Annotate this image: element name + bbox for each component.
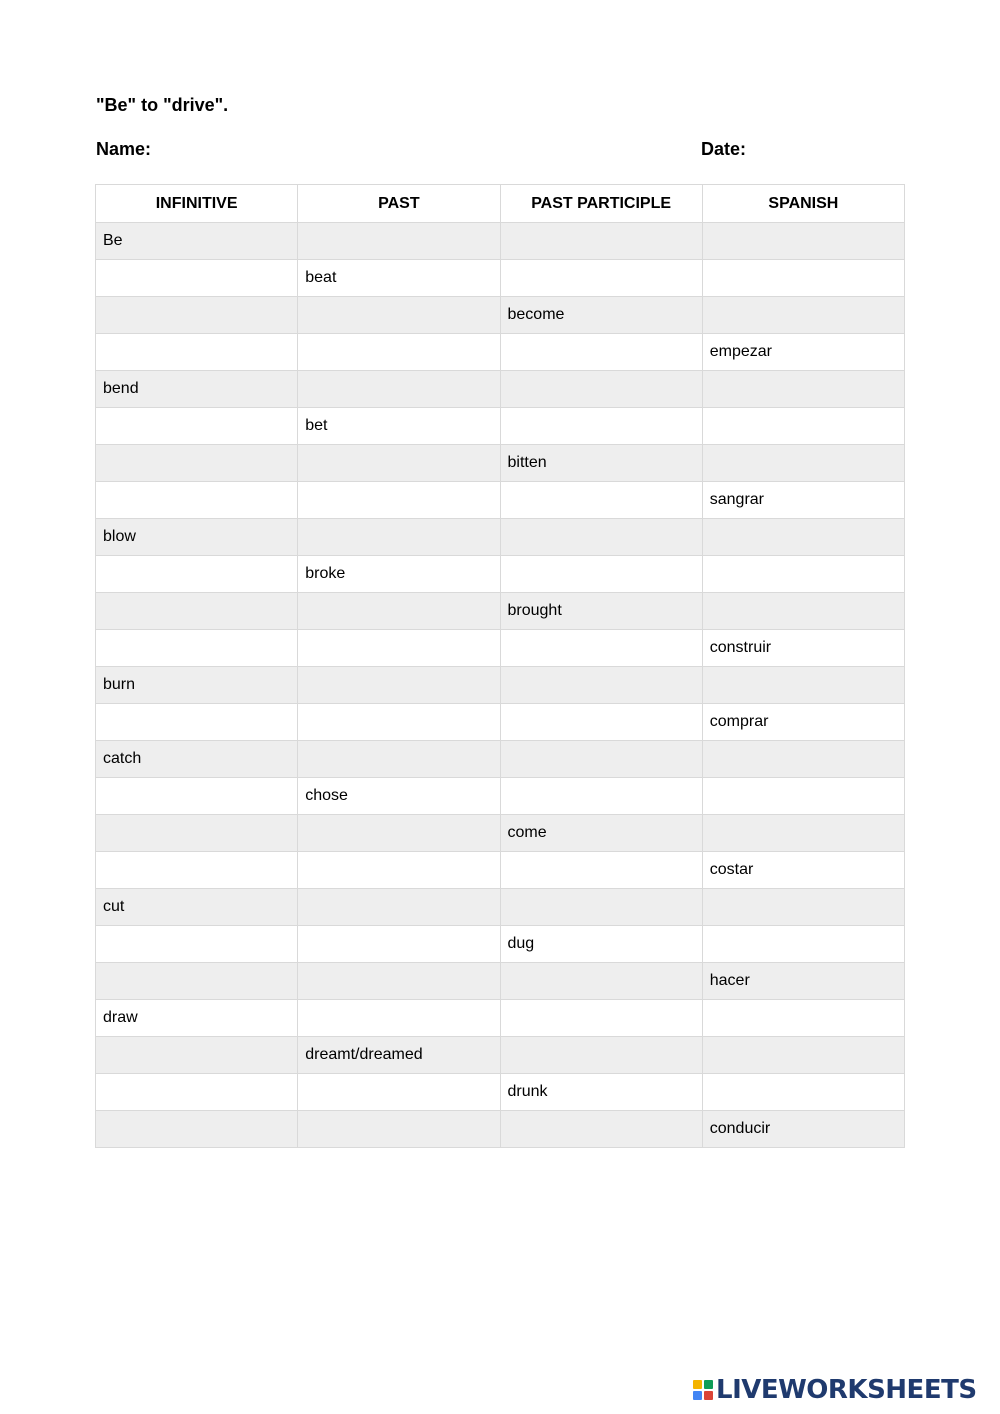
cell-past-participle[interactable] [500,334,702,371]
logo-square [704,1380,713,1389]
cell-infinitive[interactable] [96,1111,298,1148]
cell-spanish: conducir [702,1111,904,1148]
column-header-past-participle: PAST PARTICIPLE [500,185,702,223]
cell-spanish: comprar [702,704,904,741]
table-header-row [96,185,905,223]
cell-spanish[interactable] [702,1037,904,1074]
verb-table [95,184,905,1148]
cell-infinitive[interactable] [96,482,298,519]
cell-past-participle: become [500,297,702,334]
cell-spanish[interactable] [702,519,904,556]
cell-past[interactable] [298,889,500,926]
cell-past[interactable] [298,1074,500,1111]
cell-spanish[interactable] [702,408,904,445]
cell-past[interactable] [298,297,500,334]
cell-infinitive[interactable] [96,1074,298,1111]
cell-past-participle: dug [500,926,702,963]
cell-infinitive[interactable] [96,593,298,630]
cell-spanish[interactable] [702,223,904,260]
cell-past[interactable] [298,519,500,556]
cell-past[interactable] [298,815,500,852]
logo-square [704,1391,713,1400]
cell-spanish: empezar [702,334,904,371]
cell-infinitive[interactable] [96,408,298,445]
table-row [96,963,905,1000]
cell-past-participle[interactable] [500,778,702,815]
column-header-infinitive: INFINITIVE [96,185,298,223]
cell-infinitive: draw [96,1000,298,1037]
cell-past-participle[interactable] [500,371,702,408]
cell-spanish[interactable] [702,556,904,593]
cell-past-participle[interactable] [500,482,702,519]
cell-spanish[interactable] [702,1000,904,1037]
cell-infinitive[interactable] [96,260,298,297]
cell-past-participle[interactable] [500,630,702,667]
cell-past[interactable] [298,741,500,778]
cell-past[interactable] [298,334,500,371]
cell-spanish[interactable] [702,815,904,852]
cell-spanish[interactable] [702,445,904,482]
table-row [96,926,905,963]
table-row [96,741,905,778]
cell-past-participle[interactable] [500,963,702,1000]
cell-infinitive[interactable] [96,704,298,741]
cell-past[interactable] [298,593,500,630]
cell-past: dreamt/dreamed [298,1037,500,1074]
cell-spanish[interactable] [702,667,904,704]
cell-past-participle[interactable] [500,667,702,704]
column-header-past: PAST [298,185,500,223]
cell-past[interactable] [298,667,500,704]
liveworksheets-logo [693,1376,977,1404]
table-row [96,482,905,519]
cell-past-participle[interactable] [500,1000,702,1037]
cell-past: beat [298,260,500,297]
cell-past[interactable] [298,445,500,482]
name-label: Name: [96,139,152,159]
cell-past-participle[interactable] [500,1111,702,1148]
cell-past-participle[interactable] [500,1037,702,1074]
logo-text: LIVEWORKSHEETS [716,1375,977,1405]
cell-past-participle: drunk [500,1074,702,1111]
cell-infinitive[interactable] [96,445,298,482]
table-row [96,297,905,334]
cell-past[interactable] [298,852,500,889]
table-row [96,593,905,630]
table-row [96,260,905,297]
table-row [96,1074,905,1111]
cell-past: bet [298,408,500,445]
cell-past[interactable] [298,223,500,260]
cell-infinitive[interactable] [96,630,298,667]
cell-past-participle[interactable] [500,519,702,556]
verb-table-body [96,223,905,1148]
cell-infinitive[interactable] [96,963,298,1000]
cell-infinitive[interactable] [96,556,298,593]
cell-past: broke [298,556,500,593]
table-row [96,778,905,815]
cell-past-participle[interactable] [500,223,702,260]
cell-past-participle[interactable] [500,852,702,889]
table-row [96,445,905,482]
cell-past-participle[interactable] [500,556,702,593]
cell-past-participle[interactable] [500,704,702,741]
table-row [96,1000,905,1037]
cell-past[interactable] [298,371,500,408]
cell-infinitive: burn [96,667,298,704]
cell-past[interactable] [298,963,500,1000]
cell-spanish[interactable] [702,1074,904,1111]
cell-spanish: construir [702,630,904,667]
cell-past[interactable] [298,482,500,519]
table-row [96,371,905,408]
cell-spanish[interactable] [702,778,904,815]
cell-past[interactable] [298,926,500,963]
cell-infinitive[interactable] [96,852,298,889]
table-row [96,815,905,852]
cell-spanish[interactable] [702,371,904,408]
cell-past-participle[interactable] [500,260,702,297]
cell-past: chose [298,778,500,815]
cell-infinitive: cut [96,889,298,926]
table-row [96,704,905,741]
cell-past[interactable] [298,1111,500,1148]
table-row [96,408,905,445]
cell-past-participle[interactable] [500,889,702,926]
cell-past[interactable] [298,704,500,741]
cell-past[interactable] [298,1000,500,1037]
cell-infinitive[interactable] [96,926,298,963]
worksheet-title: "Be" to "drive". [96,95,229,115]
table-row [96,1037,905,1074]
cell-past-participle: bitten [500,445,702,482]
cell-infinitive: catch [96,741,298,778]
cell-past[interactable] [298,630,500,667]
table-row [96,556,905,593]
cell-infinitive[interactable] [96,334,298,371]
cell-infinitive[interactable] [96,815,298,852]
table-row [96,667,905,704]
cell-spanish[interactable] [702,297,904,334]
column-header-spanish: SPANISH [702,185,904,223]
cell-spanish[interactable] [702,889,904,926]
table-row [96,334,905,371]
cell-infinitive[interactable] [96,778,298,815]
cell-infinitive[interactable] [96,297,298,334]
cell-spanish[interactable] [702,260,904,297]
date-label: Date: [701,139,747,159]
table-row [96,630,905,667]
cell-infinitive: Be [96,223,298,260]
logo-mark-icon [693,1380,713,1400]
table-row [96,1111,905,1148]
table-row [96,852,905,889]
cell-spanish[interactable] [702,926,904,963]
cell-infinitive[interactable] [96,1037,298,1074]
logo-square [693,1391,702,1400]
cell-spanish: hacer [702,963,904,1000]
table-row [96,889,905,926]
logo-square [693,1380,702,1389]
cell-past-participle: come [500,815,702,852]
cell-spanish: costar [702,852,904,889]
table-row [96,223,905,260]
cell-infinitive: blow [96,519,298,556]
cell-past-participle[interactable] [500,408,702,445]
cell-past-participle[interactable] [500,741,702,778]
cell-spanish[interactable] [702,741,904,778]
cell-spanish[interactable] [702,593,904,630]
table-row [96,519,905,556]
cell-spanish: sangrar [702,482,904,519]
cell-infinitive: bend [96,371,298,408]
cell-past-participle: brought [500,593,702,630]
